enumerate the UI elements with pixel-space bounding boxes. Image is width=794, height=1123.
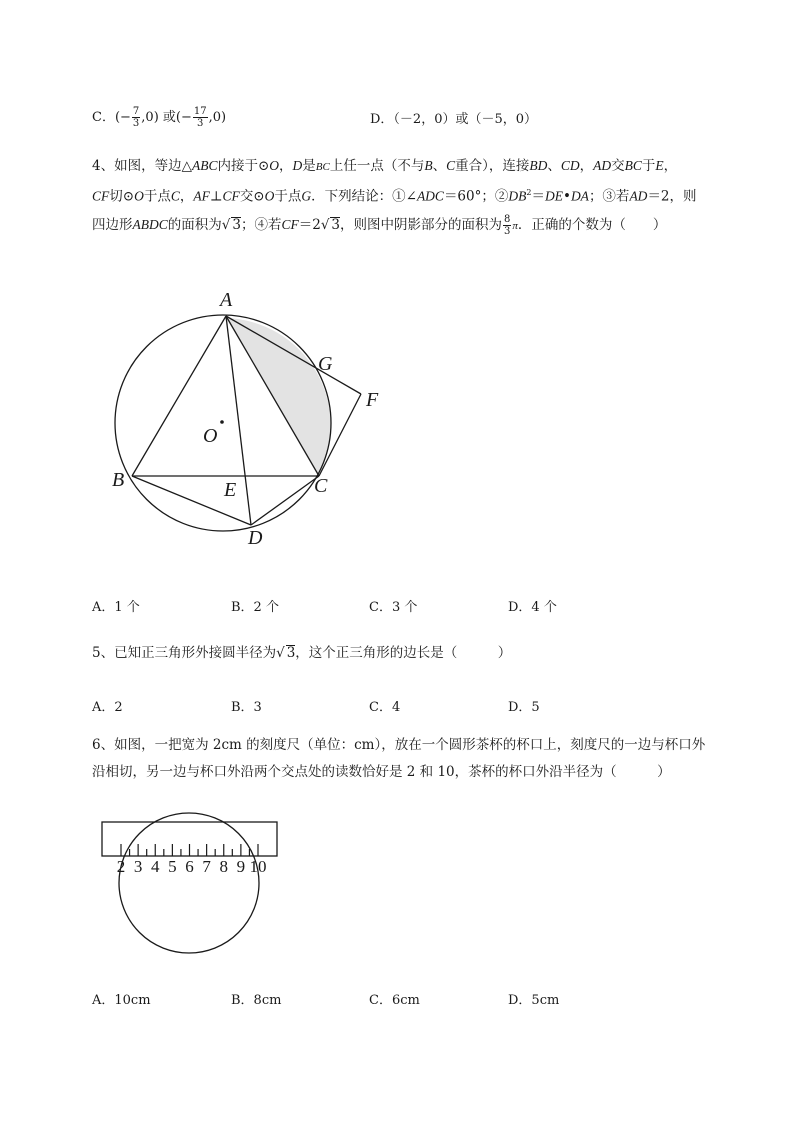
q5-option-a: A．2 — [92, 700, 123, 715]
text: • — [562, 188, 571, 205]
ruler-tick-label: 9 — [236, 857, 246, 876]
text: ， — [579, 158, 594, 174]
numerator: 8 — [504, 214, 511, 225]
label-e: E — [224, 479, 237, 501]
text: ， — [663, 158, 678, 174]
text: 的面积为 — [167, 217, 222, 233]
math: ABDC — [132, 217, 168, 232]
math: ADC — [416, 188, 444, 204]
sqrt: 3 — [232, 217, 241, 233]
q4-option-a: A．1 个 — [92, 600, 140, 615]
ruler-tick-labels — [117, 857, 267, 876]
math: E — [655, 158, 664, 173]
text: 、 — [432, 158, 447, 174]
math: AD — [593, 158, 612, 173]
q6-option-c: C．6cm — [369, 993, 420, 1008]
text: 、 — [547, 158, 561, 174]
text: ＝ — [531, 188, 545, 205]
text: 5、已知正三角形外接圆半径为 — [92, 645, 277, 661]
ruler-tick-label: 6 — [185, 857, 194, 876]
q3-option-d: D．（－2，0）或（－5，0） — [370, 112, 538, 127]
q5-option-d: D．5 — [508, 700, 540, 715]
ruler-tick-label: 10 — [249, 857, 267, 876]
math: C — [170, 188, 180, 204]
math-text: ,0) 或(− — [141, 110, 192, 125]
q5-option-c: C．4 — [369, 700, 401, 715]
math: CF — [222, 188, 240, 204]
text: 交⊙ — [239, 188, 265, 205]
text: 四边形 — [92, 217, 133, 233]
cup-rim-circle — [116, 813, 259, 953]
q5-option-b: B．3 — [231, 700, 262, 715]
label-o: O — [203, 425, 218, 447]
q6-option-b: B．8cm — [231, 993, 282, 1008]
math: CF — [281, 217, 299, 232]
math: DE — [544, 188, 563, 204]
math: ABC — [191, 158, 218, 173]
text: 是 — [302, 158, 316, 174]
math: DB — [508, 188, 527, 204]
superscript: 2 — [526, 188, 532, 197]
ruler-tick-label: 4 — [151, 857, 160, 876]
text: ， — [279, 158, 293, 174]
label-d: D — [248, 527, 263, 549]
math: O — [264, 188, 275, 204]
label-b: B — [112, 469, 125, 491]
text: ⊥ — [209, 188, 223, 205]
text: ＝2 — [298, 217, 321, 233]
math: O — [269, 158, 280, 173]
label-c: C — [314, 475, 328, 497]
label-f: F — [366, 389, 379, 411]
q4-option-c: C．3 个 — [369, 600, 418, 615]
math: CF — [92, 188, 110, 204]
math: B — [424, 158, 433, 173]
ruler-ticks — [121, 844, 258, 856]
ruler-tick-label: 2 — [116, 857, 126, 876]
q6-option-d: D．5cm — [508, 993, 560, 1008]
q6-question-line-2: 沿相切，另一边与杯口外沿两个交点处的读数恰好是 2 和 10，茶杯的杯口外沿半径为（ ） — [92, 764, 671, 780]
label-a: A — [220, 289, 233, 311]
sqrt: 3 — [286, 645, 296, 661]
text: ．下列结论：①∠ — [311, 188, 417, 205]
text: ， — [179, 188, 194, 205]
sqrt: 3 — [331, 217, 341, 233]
q4-option-b: B．2 个 — [231, 600, 279, 615]
q5-question: 5、已知正三角形外接圆半径为√ 3，这个正三角形的边长是（ ） — [92, 645, 512, 661]
math: CD — [560, 158, 580, 173]
numerator: 7 — [132, 106, 140, 117]
text: 交 — [611, 158, 625, 174]
q6-question-line-1: 6、如图，一把宽为 2cm 的刻度尺（单位：cm），放在一个圆形茶杯的杯口上，刻度尺的一边与杯口外 — [92, 737, 706, 753]
math-text: (− — [114, 110, 131, 125]
text: ；④若 — [240, 217, 282, 233]
math: BD — [529, 158, 548, 173]
math: G — [301, 188, 312, 204]
math: DA — [570, 188, 589, 204]
text: ，这个正三角形的边长是（ ） — [295, 645, 512, 661]
option-label: C． — [92, 110, 115, 125]
text: 于点 — [143, 188, 171, 205]
ruler-tick-label: 7 — [202, 857, 211, 876]
math: BC — [624, 158, 642, 173]
math: C — [446, 158, 456, 173]
math: D — [292, 158, 303, 173]
text: ，则图中阴影部分的面积为 — [340, 217, 503, 233]
arc-bc: BC — [315, 161, 330, 173]
q4-line-3: 四边形ABDC的面积为√ 3；④若CF＝2√ 3，则图中阴影部分的面积为 $\frac{8}{3}$ π．正确的个数为（ ） — [92, 214, 667, 237]
math: O — [134, 188, 144, 204]
math: AD — [629, 188, 648, 204]
text: 4、如图，等边△ — [92, 158, 192, 174]
text: 于点 — [274, 188, 302, 205]
text: 内接于⊙ — [217, 158, 270, 174]
denominator: 3 — [132, 118, 140, 129]
text: 切⊙ — [109, 188, 135, 205]
denominator: 3 — [197, 118, 204, 129]
text: ．正确的个数为（ ） — [517, 217, 667, 233]
math: π — [512, 220, 518, 232]
math-text: ,0) — [208, 110, 227, 125]
ruler-tick-label: 5 — [168, 857, 177, 876]
text: 上任一点（不与 — [329, 158, 425, 174]
ruler-tick-label: 8 — [219, 857, 228, 876]
text: ；③若 — [588, 188, 630, 205]
ruler-tick-label: 3 — [133, 857, 143, 876]
text: ＝60°；② — [443, 188, 509, 205]
text: 于 — [641, 158, 656, 174]
q6-option-a: A．10cm — [92, 993, 151, 1008]
text: ＝2，则 — [647, 188, 697, 205]
denominator: 3 — [504, 226, 511, 237]
q4-option-d: D．4 个 — [508, 600, 557, 615]
numerator: 17 — [193, 106, 207, 117]
label-g: G — [318, 353, 333, 375]
text: 重合），连接 — [455, 158, 530, 174]
math: AF — [193, 188, 210, 204]
